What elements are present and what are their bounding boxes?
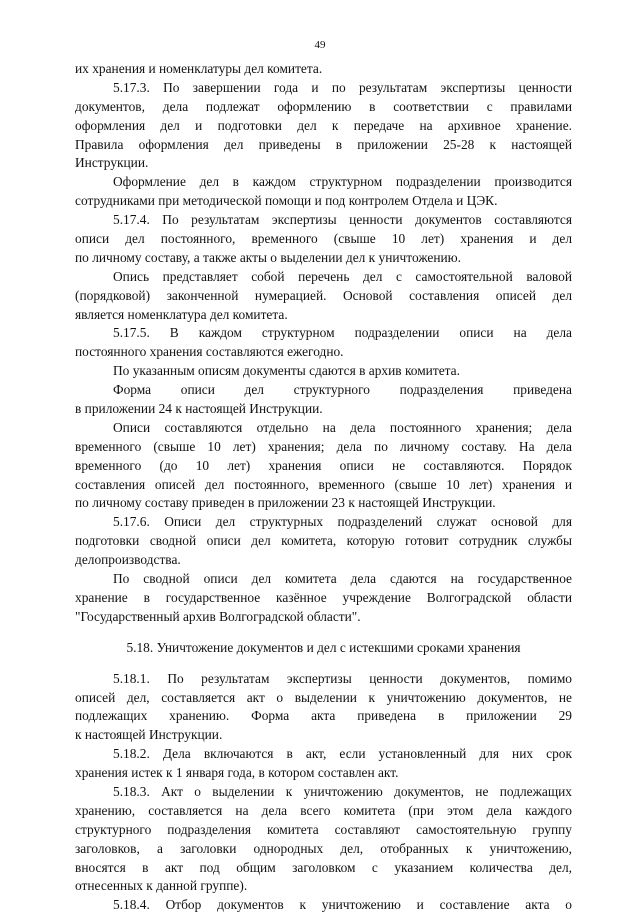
text-line: хранению, составляется на дела всего комитета (при этом дела каждого (75, 802, 572, 818)
text-line: временного (свыше 10 лет) хранения; дела по личному составу. На дела (75, 438, 572, 454)
text-line: хранения истек к 1 января года, в котором составлен акт. (75, 765, 399, 781)
text-line: временного (до 10 лет) хранения описи не составляются. Порядок (75, 457, 572, 473)
text-line: оформления дел и подготовки дел к передаче на архивное хранение. (75, 117, 572, 133)
text-line: делопроизводства. (75, 552, 181, 568)
text-line: подготовки сводной описи дел комитета, которую готовит сотрудник службы (75, 533, 572, 549)
body-text (75, 60, 572, 915)
text-line: постоянного хранения составляются ежегодно. (75, 344, 344, 360)
text-line: 5.18.4. Отбор документов к уничтожению и составление акта о (113, 897, 572, 913)
text-line: 5.17.5. В каждом структурном подразделении описи на дела (113, 325, 572, 341)
text-line: описей дел, составляется акт о выделении к уничтожению документов, не (75, 689, 572, 705)
text-line: вносятся в акт под общим заголовком с указанием количества дел, (75, 859, 572, 875)
text-line: структурного подразделения комитета составляют самостоятельную группу (75, 821, 572, 837)
text-line: заголовков, а заголовки однородных дел, отобранных к уничтожению, (75, 840, 572, 856)
text-line: хранение в государственное казённое учреждение Волгоградской области (75, 589, 572, 605)
page-number: 49 (314, 39, 326, 51)
text-line: является номенклатура дел комитета. (75, 306, 288, 322)
text-line: Инструкции. (75, 155, 149, 171)
text-line: "Государственный архив Волгоградской области". (75, 608, 361, 624)
text-line: 5.17.4. По результатам экспертизы ценности документов составляются (113, 212, 572, 228)
text-line: По сводной описи дел комитета дела сдаются на государственное (113, 571, 572, 587)
text-line: их хранения и номенклатуры дел комитета. (75, 61, 323, 76)
text-line: сотрудниками при методической помощи и под контролем Отдела и ЦЭК. (75, 193, 498, 209)
text-line: 5.17.6. Описи дел структурных подразделений служат основой для (113, 514, 572, 530)
text-line: По указанным описям документы сдаются в архив комитета. (113, 363, 460, 379)
text-line: Описи составляются отдельно на дела постоянного хранения; дела (113, 419, 572, 435)
text-line: подлежащих хранению. Форма акта приведена в приложении 29 (75, 708, 572, 724)
paragraph-spacer (75, 658, 572, 670)
text-line: Правила оформления дел приведены в приложении 25-28 к настоящей (75, 136, 572, 152)
text-line: Опись представляет собой перечень дел с самостоятельной валовой (113, 268, 572, 284)
text-line: описи дел постоянного, временного (свыше 10 лет) хранения и дел (75, 231, 572, 247)
text-line: в приложении 24 к настоящей Инструкции. (75, 401, 323, 417)
text-line: 5.17.3. По завершении года и по результатам экспертизы ценности (113, 79, 572, 95)
text-line: по личному составу, а также акты о выделении дел к уничтожению. (75, 249, 462, 265)
text-line: 5.18.3. Акт о выделении к уничтожению документов, не подлежащих (113, 783, 572, 799)
text-line: к настоящей Инструкции. (75, 727, 223, 743)
text-line: Форма описи дел структурного подразделения приведена (113, 382, 572, 398)
paragraph-spacer (75, 627, 572, 639)
text-line: (порядковой) законченной нумерацией. Основой составления описей дел (75, 287, 572, 303)
text-line: по личному составу приведен в приложении 23 к настоящей Инструкции. (75, 495, 496, 511)
text-line: 5.18.1. По результатам экспертизы ценности документов, помимо (113, 670, 572, 686)
text-line: документов, дела подлежат оформлению в соответствии с правилами (75, 98, 572, 114)
text-line: отнесенных к данной группе). (75, 878, 248, 894)
text-line: 5.18.2. Дела включаются в акт, если установленный для них срок (113, 746, 572, 762)
text-line: Оформление дел в каждом структурном подразделении производится (113, 174, 572, 190)
text-line: составления описей дел постоянного, временного (свыше 10 лет) хранения и (75, 476, 572, 492)
section-heading: 5.18. Уничтожение документов и дел с истекшими сроками хранения (126, 639, 521, 655)
